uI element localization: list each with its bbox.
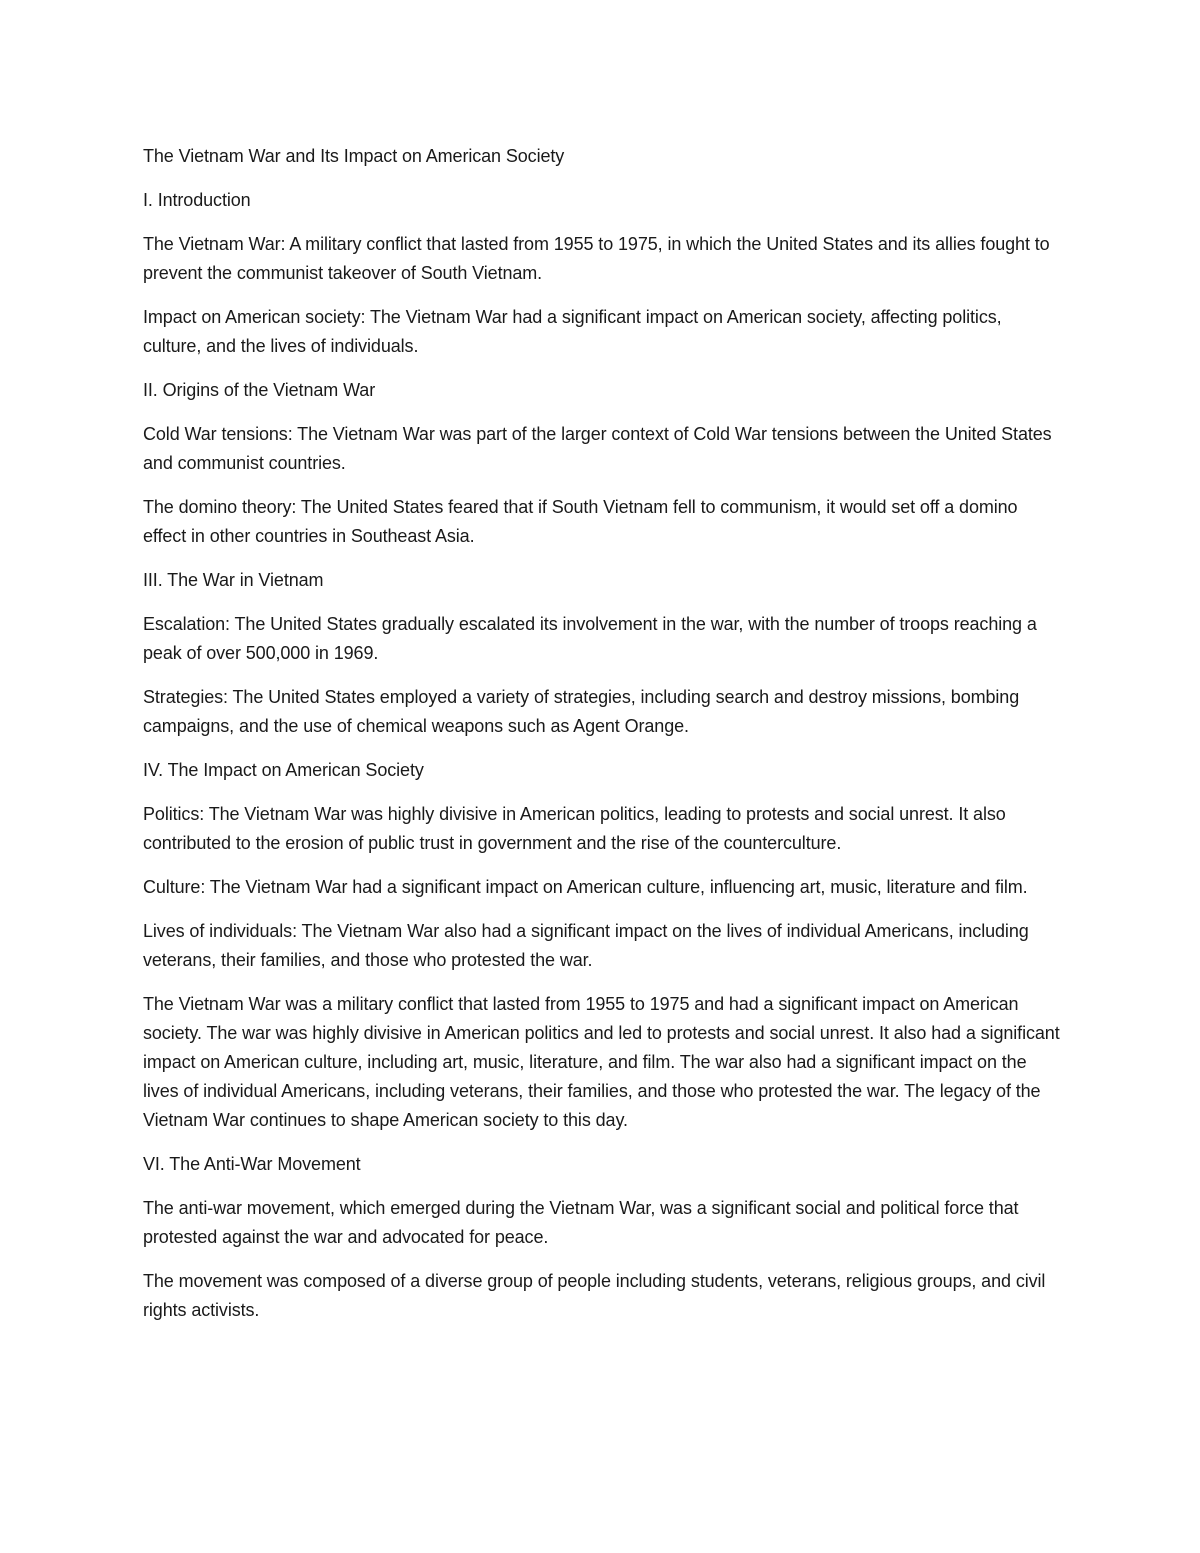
paragraph-escalation: Escalation: The United States gradually escalated its involvement in the war, with the number of troops reaching a peak of over 500,000 in 1969. [143,614,1037,663]
section-heading-war-in-vietnam: III. The War in Vietnam [143,570,324,590]
paragraph-politics: Politics: The Vietnam War was highly divisive in American politics, leading to protests and social unrest. It also contributed to the erosion of public trust in government and the rise of the counterculture. [143,804,1006,853]
document-title: The Vietnam War and Its Impact on American Society [143,146,565,166]
paragraph-strategies: Strategies: The United States employed a variety of strategies, including search and destroy missions, bombing campaigns, and the use of chemical weapons such as Agent Orange. [143,687,1020,736]
document-body [143,142,1063,1340]
paragraph-domino-theory: The domino theory: The United States feared that if South Vietnam fell to communism, it would set off a domino effect in other countries in Southeast Asia. [143,497,1018,546]
paragraph-impact-on-society: Impact on American society: The Vietnam War had a significant impact on American society, affecting politics, culture, and the lives of individuals. [143,307,1002,356]
paragraph-summary: The Vietnam War was a military conflict that lasted from 1955 to 1975 and had a significant impact on American society. The war was highly divisive in American politics and led to protests and social unrest. It also had a significant impact on American culture, including art, music, literature, and film. The war also had a significant impact on the lives of individual Americans, including veterans, their families, and those who protested the war. The legacy of the Vietnam War continues to shape American society to this day. [143,994,1060,1130]
paragraph-movement-composition: The movement was composed of a diverse group of people including students, veterans, religious groups, and civil rights activists. [143,1271,1046,1320]
section-heading-origins: II. Origins of the Vietnam War [143,380,376,400]
section-heading-introduction: I. Introduction [143,190,251,210]
paragraph-anti-war-movement: The anti-war movement, which emerged during the Vietnam War, was a significant social and political force that protested against the war and advocated for peace. [143,1198,1019,1247]
paragraph-cold-war-tensions: Cold War tensions: The Vietnam War was part of the larger context of Cold War tensions between the United States and communist countries. [143,424,1052,473]
section-heading-impact: IV. The Impact on American Society [143,760,424,780]
paragraph-culture: Culture: The Vietnam War had a significant impact on American culture, influencing art, music, literature and film. [143,877,1028,897]
paragraph-vietnam-war-definition: The Vietnam War: A military conflict that lasted from 1955 to 1975, in which the United States and its allies fought to prevent the communist takeover of South Vietnam. [143,234,1050,283]
paragraph-lives-of-individuals: Lives of individuals: The Vietnam War also had a significant impact on the lives of individual Americans, including veterans, their families, and those who protested the war. [143,921,1029,970]
section-heading-anti-war-movement: VI. The Anti-War Movement [143,1154,361,1174]
